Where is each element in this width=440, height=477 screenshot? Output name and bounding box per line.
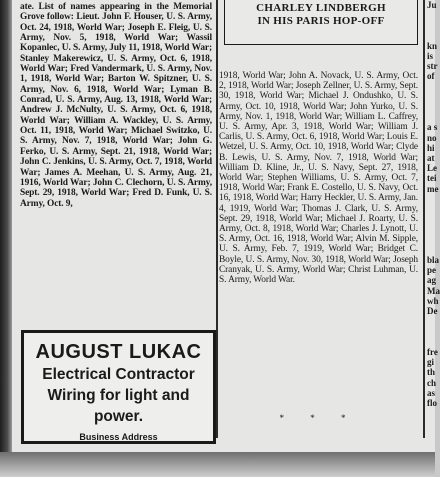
right-fragment-line: no: [427, 132, 437, 143]
ad-line-1: Electrical Contractor: [42, 366, 195, 383]
column-rule: [216, 0, 218, 438]
right-fragment-line: [427, 10, 435, 20]
column-rule: [423, 0, 425, 438]
memorial-grove-list-text: ate. List of names appearing in the Memorial Grove follow: Lieut. John F. Houser, U. S. Army, Oct. 24, 1918, World War; Joseph E. Fleig, U. S. Army, Nov. 5, 1918, World War; Wassil Kopanlec, U. S. Army, July 11, 1918, World War; Stanley Makerewicz, U. S. Army, Oct. 6, 1918, World War; Fred Vandermark, U. S. Army, Nov. 1, 1918, World War; Barton W. Spitzner, U. S. Army, Nov. 6, 1918, World War; Lyman B. Conrad, U. S. Army, Aug. 13, 1918, World War; Andrew J. McNulty, U. S. Army, Oct. 6, 1918, World War; William A. Wackley, U. S. Army, Oct. 11, 1918, World War; Michael Switzko, U. S. Army, Nov. 7, 1918, World War; John G. Ferko, U. S. Army, Sept. 21, 1918, World War; John C. Jenkins, U. S. Army, Oct. 7, 1918, World War; James A. Meehan, U. S. Army, Aug. 21, 1916, World War; John C. Clechorn, U. S. Army, Sept. 29, 1918, World War; Fred D. Funk, U. S. Army, Oct. 9,: [20, 2, 212, 209]
right-fragment-line: De: [427, 306, 438, 317]
right-fragment-line: Ju: [427, 0, 437, 10]
right-fragment-line: th: [427, 367, 436, 378]
right-fragment-line: ch: [427, 377, 436, 388]
ad-footer: Business Address: [79, 432, 158, 442]
right-fragment-line: as: [427, 387, 436, 398]
right-fragment-line: of: [427, 71, 435, 82]
right-fragment-line: [427, 20, 435, 30]
right-fragment-line: [427, 337, 435, 347]
ad-line-2: Wiring for light and: [47, 387, 190, 404]
page-left-shadow: [0, 0, 12, 477]
right-fragment-line: ag: [427, 275, 436, 286]
right-fragment-line: is: [427, 51, 434, 62]
right-fragment-line: fre: [427, 346, 438, 357]
right-fragment-line: a s: [427, 122, 438, 133]
right-fragment-line: flo: [427, 397, 437, 408]
headline-line-2: IN HIS PARIS HOP-OFF: [257, 15, 385, 27]
right-fragment-line: Ma: [427, 285, 440, 296]
lindbergh-headline-box: [224, 0, 418, 45]
right-fragment-line: str: [427, 61, 438, 72]
right-fragment-line: [427, 92, 435, 102]
right-fragment-line: tei: [427, 173, 437, 184]
right-fragment-line: at: [427, 153, 435, 164]
page-bottom-edge: [0, 452, 435, 477]
right-fragment-line: kn: [427, 40, 438, 51]
right-fragment-line: bla: [427, 255, 440, 266]
right-fragment-line: [427, 194, 435, 204]
memorial-list-continued-column: [219, 71, 418, 285]
ad-line-3: power.: [93, 408, 144, 425]
right-fragment-line: [427, 82, 435, 92]
right-fragment-line: [427, 316, 435, 326]
memorial-grove-list-column: [20, 2, 212, 209]
right-fragment-line: [427, 327, 435, 337]
right-fragment-line: gi: [427, 357, 435, 368]
lukac-advertisement: [21, 330, 216, 444]
right-fragment-line: [427, 102, 435, 112]
memorial-list-continued-text: 1918, World War; John A. Novack, U. S. Army, Oct. 2, 1918, World War; Joseph Zellner, U. S. Army, Sept. 30, 1918, World War; Michael J. Ondushko, U. S. Army, Oct. 10, 1918, World War; John Yurko, U. S. Army, Nov. 1, 1918, World War; William L. Caffrey, U. S. Army, Apr. 3, 1918, World War; William J. Carlis, U. S. Army, Oct. 6, 1918, World War; Louis E. Wetzel, U. S. Army, Oct. 10, 1918, World War; Clyde B. Lewis, U. S. Army, Nov. 7, 1918, World War; William D. Kline, Jr., U. S. Navy, Sept. 27, 1918, World War; Stephen Williams, U. S. Army, Oct. 7, 1918, World War; Frank E. Costello, U. S. Navy, Oct. 16, 1918, World War; Harry Heckler, U. S. Army, Jan. 4, 1919, World War; Thomas J. Clark, U. S. Army, Sept. 29, 1918, World War; Michael J. Roarty, U. S. Army, Oct. 8, 1918, World War; Charles J. Lynott, U. S. Army, Oct. 16, 1918, World War; Alvin M. Sipple, U. S. Army, Feb. 7, 1919, World War; Bridget C. Boyle, U. S. Army, Nov. 30, 1918, World War; Joseph Cranyak, U. S. Army, World War; Christ Luhman, U. S. Army, World War.: [219, 71, 418, 286]
right-fragment-line: Le: [427, 163, 437, 174]
right-fragment-line: wh: [427, 295, 439, 306]
right-column-fragment: [427, 0, 440, 440]
right-fragment-line: [427, 214, 435, 224]
right-fragment-line: [427, 31, 435, 41]
right-fragment-line: hi: [427, 142, 435, 153]
right-fragment-line: [427, 112, 435, 122]
ad-business-name: AUGUST LUKAC: [35, 341, 202, 363]
right-fragment-line: [427, 224, 435, 234]
section-ornament: * * *: [279, 413, 358, 423]
right-fragment-line: [427, 245, 435, 255]
right-fragment-line: [427, 235, 435, 245]
right-fragment-line: me: [427, 183, 439, 194]
right-fragment-line: pe: [427, 265, 436, 276]
headline-line-1: CHARLEY LINDBERGH: [256, 2, 386, 14]
right-fragment-line: [427, 204, 435, 214]
